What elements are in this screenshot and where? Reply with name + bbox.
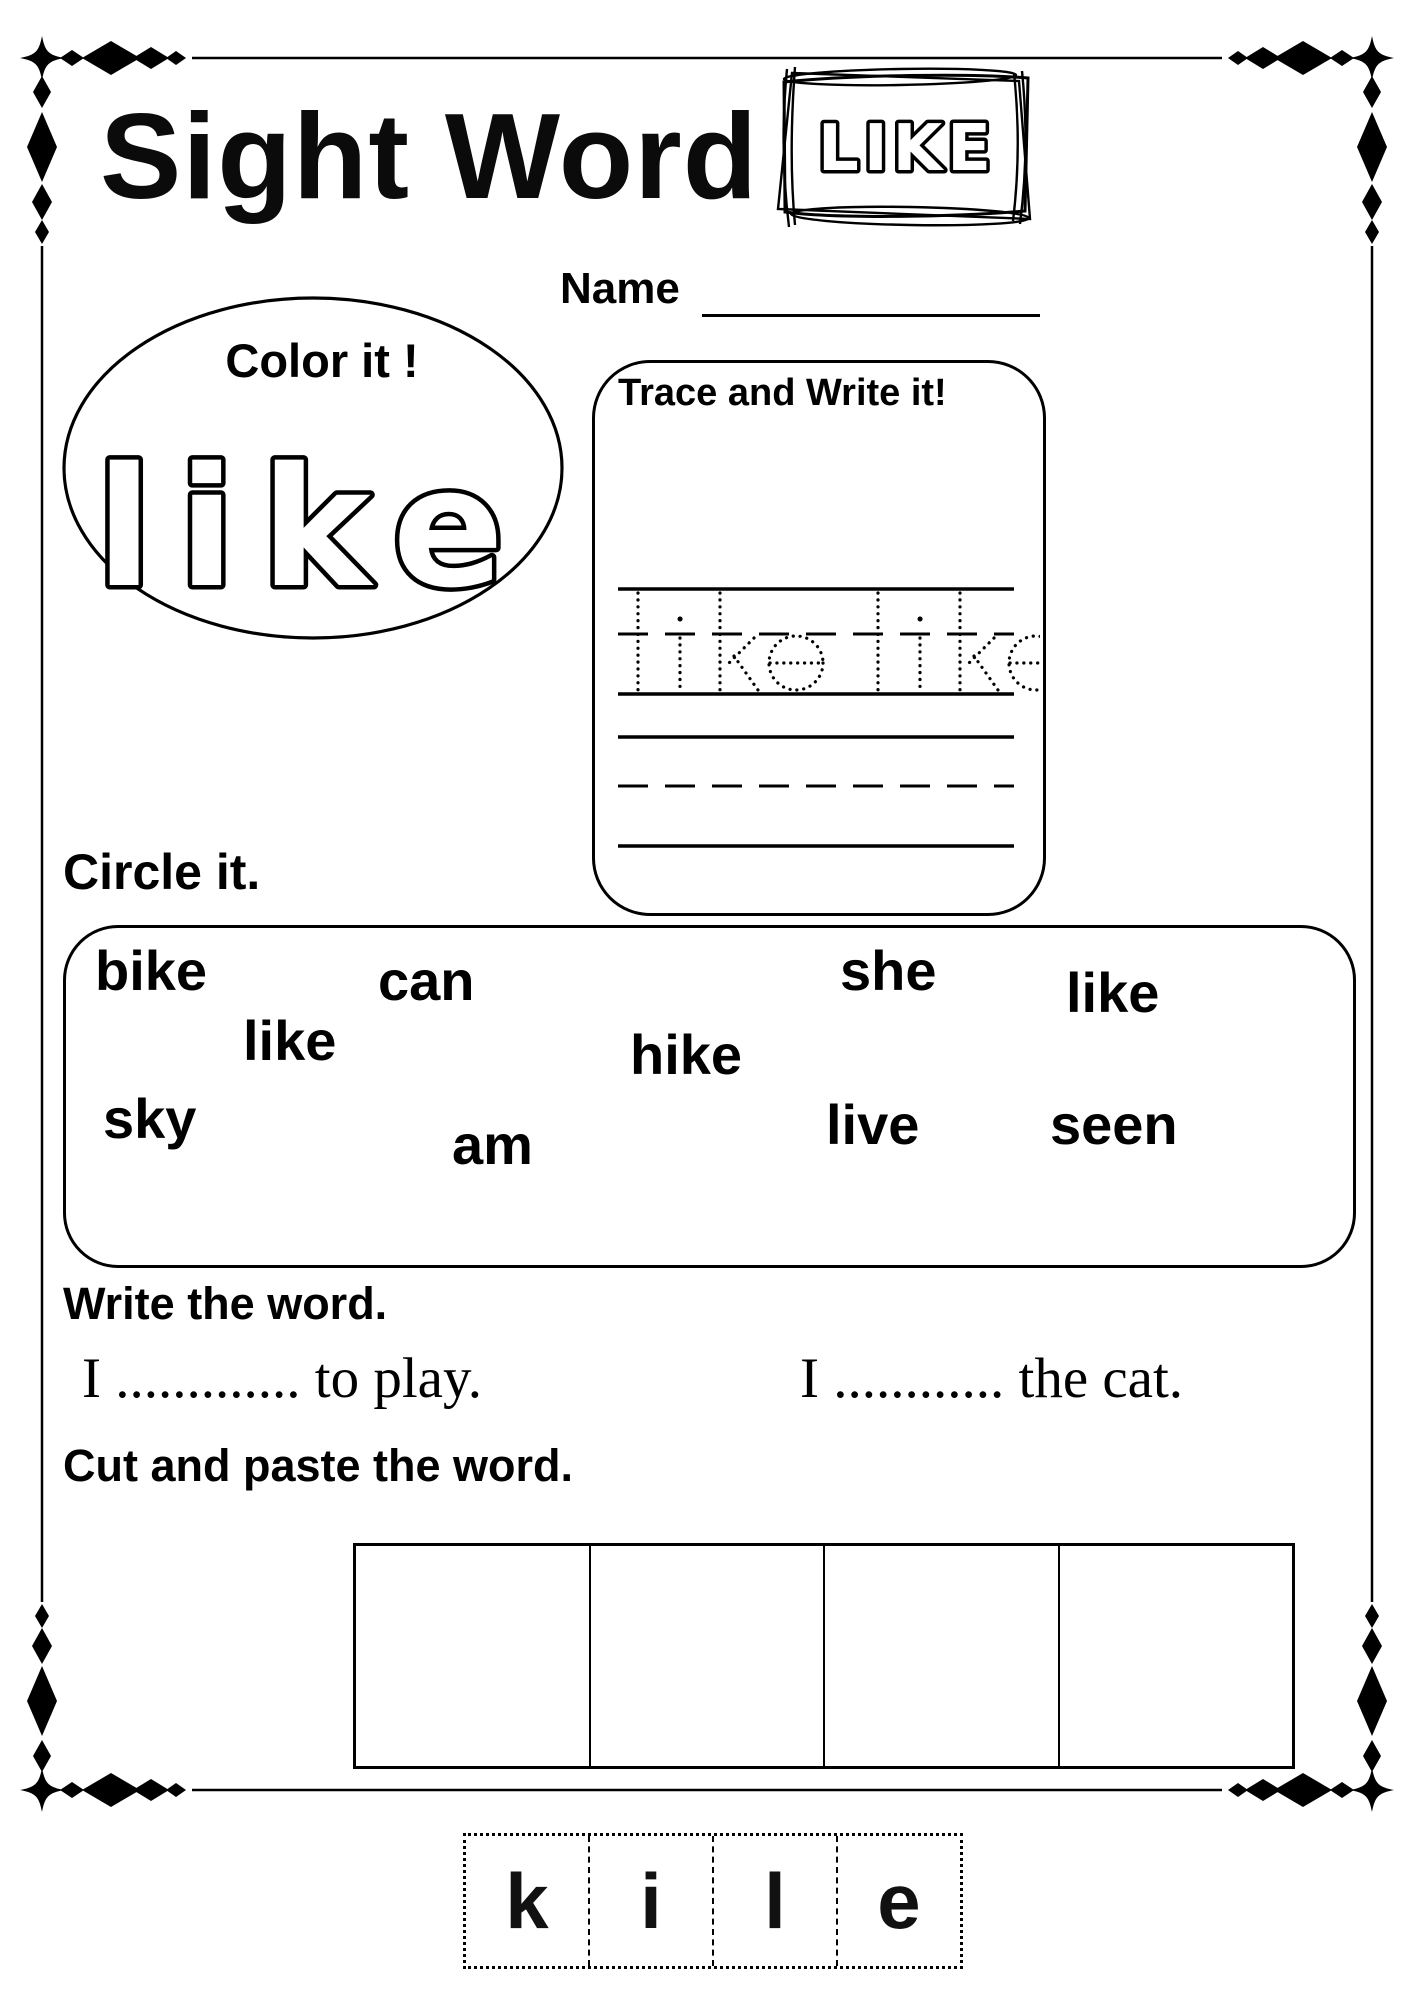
name-input-line[interactable] xyxy=(702,268,1040,317)
fill-in-sentence-1[interactable]: I ............. to play. xyxy=(82,1347,483,1410)
trace-word-dotted-2[interactable] xyxy=(878,593,1040,690)
circle-word-seen[interactable]: seen xyxy=(1050,1093,1178,1156)
color-it-section xyxy=(60,295,568,643)
color-it-heading: Color it ! xyxy=(225,334,419,387)
cut-paste-heading: Cut and paste the word. xyxy=(63,1440,574,1491)
trace-word-dotted-1[interactable] xyxy=(638,593,823,690)
letter-tile-k[interactable]: k xyxy=(466,1836,590,1966)
circle-word-like-1[interactable]: like xyxy=(1066,961,1160,1024)
letter-tile-i[interactable]: i xyxy=(590,1836,714,1966)
circle-word-hike[interactable]: hike xyxy=(630,1023,743,1086)
page-title: Sight Word xyxy=(100,88,759,224)
fill-in-sentence-2[interactable]: I ............ the cat. xyxy=(800,1347,1184,1410)
circle-word-bike[interactable]: bike xyxy=(95,939,208,1002)
circle-word-like-2[interactable]: like xyxy=(243,1009,337,1072)
circle-word-can[interactable]: can xyxy=(378,949,475,1012)
trace-heading: Trace and Write it! xyxy=(618,372,947,414)
circle-it-heading: Circle it. xyxy=(63,844,261,900)
paste-box-2[interactable] xyxy=(591,1546,826,1766)
paste-box-1[interactable] xyxy=(356,1546,591,1766)
circle-word-she[interactable]: she xyxy=(840,939,937,1002)
cut-letter-strip xyxy=(463,1833,963,1969)
trace-writing-area[interactable] xyxy=(592,360,1040,910)
letter-tile-l[interactable]: l xyxy=(714,1836,838,1966)
paste-box-3[interactable] xyxy=(825,1546,1060,1766)
circle-word-am[interactable]: am xyxy=(452,1113,533,1176)
badge-word: LIKE xyxy=(818,112,996,186)
circle-word-live[interactable]: live xyxy=(826,1093,920,1156)
letter-tile-e[interactable]: e xyxy=(877,1856,921,1945)
circle-word-sky[interactable]: sky xyxy=(103,1087,197,1150)
sight-word-badge xyxy=(768,60,1046,234)
paste-box-4[interactable] xyxy=(1060,1546,1293,1766)
name-label: Name xyxy=(560,264,680,313)
write-word-heading: Write the word. xyxy=(63,1278,388,1329)
paste-grid xyxy=(353,1543,1295,1769)
color-it-word[interactable]: like xyxy=(95,432,531,624)
